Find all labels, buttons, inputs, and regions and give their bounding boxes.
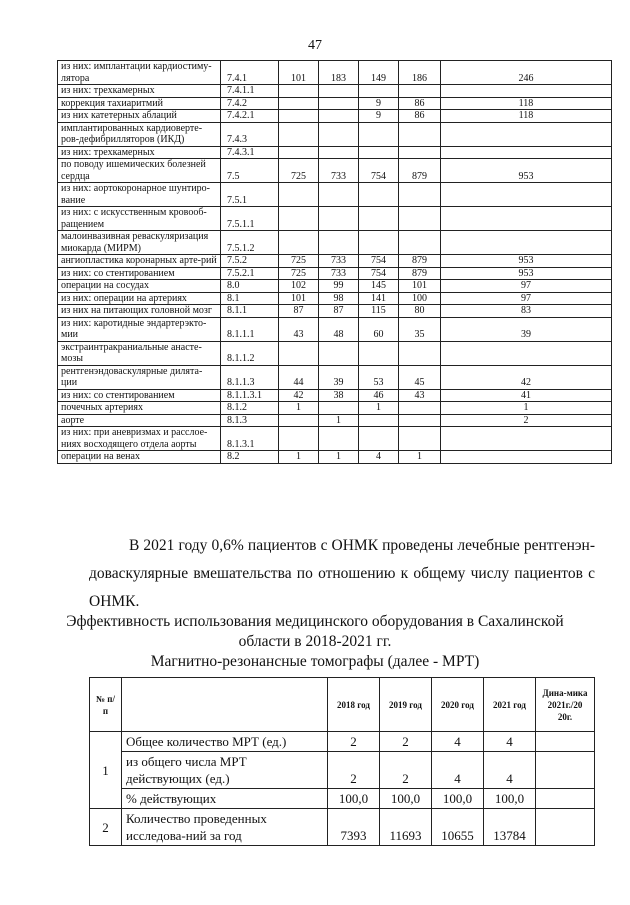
table-row [58,255,612,268]
table-row [58,402,612,415]
section-heading-line2: области в 2018-2021 гг. [238,633,392,650]
cell-value-1: 1 [279,451,319,464]
cell-dynamics [536,789,595,809]
cell-2020: 4 [432,752,484,789]
cell-value-2: 38 [319,389,359,402]
cell-value-2: 733 [319,159,359,183]
row-code: 8.1.1.3.1 [221,389,279,402]
row-code: 7.5.1.2 [221,231,279,255]
cell-value-2 [319,97,359,110]
cell-value-3 [359,231,399,255]
cell-2019: 2 [380,752,432,789]
cell-value-4: 1 [399,451,441,464]
row-label: из них: операции на артериях [58,292,221,305]
cell-value-3 [359,122,399,146]
cell-value-2: 733 [319,255,359,268]
row-label: из них: при аневризмах и расслое-ниях восходящего отдела аорты [58,427,221,451]
row-code: 8.1.2 [221,402,279,415]
cell-value-1: 42 [279,389,319,402]
row-label: из них на питающих головной мозг [58,305,221,318]
cell-value-1 [279,122,319,146]
cell-2021: 4 [484,752,536,789]
cell-value-5: 953 [441,255,612,268]
table-row [90,752,595,789]
cell-value-4 [399,341,441,365]
col-header-dynamics: Дина-мика 2021г./20 20г. [536,678,595,732]
row-label: из них: с искусственным кровооб-ращением [58,207,221,231]
cell-value-5: 246 [441,61,612,85]
table-row [58,365,612,389]
table-row [58,389,612,402]
cell-dynamics [536,809,595,846]
table-row [58,85,612,98]
cell-value-1 [279,97,319,110]
cell-dynamics [536,732,595,752]
cell-value-2: 99 [319,280,359,293]
cell-value-4 [399,183,441,207]
cell-value-3 [359,427,399,451]
table-row [58,183,612,207]
table-row [58,267,612,280]
row-index: 2 [90,809,122,846]
cell-2021: 4 [484,732,536,752]
cell-value-5: 97 [441,280,612,293]
cell-value-1 [279,183,319,207]
cell-value-5 [441,122,612,146]
table-row [90,809,595,846]
cell-value-3 [359,341,399,365]
cell-value-1: 101 [279,292,319,305]
cell-value-2: 1 [319,414,359,427]
row-code: 7.4.3.1 [221,146,279,159]
onmk-paragraph: В 2021 году 0,6% пациентов с ОНМК проведены лечебные рентгенэн-доваскулярные вмешательства по отношению к общему числу пациентов с ОНМК. [89,537,595,610]
cell-value-3: 145 [359,280,399,293]
cell-value-4 [399,402,441,415]
cell-value-1: 43 [279,317,319,341]
table-row [58,305,612,318]
row-label: операции на сосудах [58,280,221,293]
col-header-number: № п/п [90,678,122,732]
row-code: 8.1.1.1 [221,317,279,341]
table-row [58,110,612,123]
table-row [58,414,612,427]
cell-value-5 [441,146,612,159]
cell-value-5: 83 [441,305,612,318]
cell-value-2: 183 [319,61,359,85]
cell-value-2 [319,85,359,98]
table-row [58,451,612,464]
row-label: из них: аортокоронарное шунтиро-вание [58,183,221,207]
cell-value-2 [319,110,359,123]
row-code: 7.5.2 [221,255,279,268]
cell-value-1 [279,110,319,123]
cell-value-3: 754 [359,159,399,183]
cell-value-5: 97 [441,292,612,305]
row-code: 8.1.3.1 [221,427,279,451]
row-label: рентгенэндоваскулярные дилята-ции [58,365,221,389]
cell-value-2: 98 [319,292,359,305]
row-label: из них: со стентированием [58,389,221,402]
cell-value-2 [319,341,359,365]
cell-value-5 [441,451,612,464]
row-label: коррекция тахиаритмий [58,97,221,110]
row-label: % действующих [122,789,328,809]
cell-value-1 [279,341,319,365]
cell-value-4: 879 [399,267,441,280]
cell-value-4: 100 [399,292,441,305]
surgery-stats-table [57,60,612,464]
cell-value-5: 118 [441,97,612,110]
row-label: из общего числа МРТ действующих (ед.) [122,752,328,789]
cell-value-5: 42 [441,365,612,389]
cell-value-2: 39 [319,365,359,389]
row-label: операции на венах [58,451,221,464]
cell-value-5 [441,427,612,451]
table-row [58,341,612,365]
cell-2018: 100,0 [328,789,380,809]
cell-2018: 7393 [328,809,380,846]
cell-value-2 [319,207,359,231]
cell-value-4: 86 [399,97,441,110]
table-row [58,61,612,85]
cell-value-2 [319,231,359,255]
cell-value-5: 1 [441,402,612,415]
row-code: 7.4.3 [221,122,279,146]
cell-value-5: 41 [441,389,612,402]
cell-value-3: 141 [359,292,399,305]
cell-value-2 [319,122,359,146]
cell-value-1: 87 [279,305,319,318]
cell-dynamics [536,752,595,789]
row-code: 7.4.1 [221,61,279,85]
table-row [58,231,612,255]
cell-value-5: 118 [441,110,612,123]
cell-value-5 [441,85,612,98]
cell-value-5: 953 [441,267,612,280]
cell-value-4: 86 [399,110,441,123]
cell-value-3: 1 [359,402,399,415]
cell-value-5: 953 [441,159,612,183]
cell-2020: 100,0 [432,789,484,809]
row-code: 7.5 [221,159,279,183]
cell-value-4 [399,85,441,98]
cell-value-5 [441,341,612,365]
row-code: 7.5.1.1 [221,207,279,231]
row-code: 7.4.2.1 [221,110,279,123]
cell-2019: 2 [380,732,432,752]
cell-value-3 [359,414,399,427]
row-code: 7.4.2 [221,97,279,110]
cell-value-2 [319,427,359,451]
cell-value-3 [359,183,399,207]
table-row [58,292,612,305]
cell-value-5 [441,231,612,255]
row-label: из них: со стентированием [58,267,221,280]
cell-value-1 [279,207,319,231]
cell-value-3: 4 [359,451,399,464]
row-code: 8.1.1.3 [221,365,279,389]
mri-stats-table [89,677,595,846]
row-code: 8.2 [221,451,279,464]
cell-value-4: 101 [399,280,441,293]
table-row [58,427,612,451]
row-label: из них: каротидные эндартерэкто-мии [58,317,221,341]
row-code: 7.5.1 [221,183,279,207]
row-code: 8.1.3 [221,414,279,427]
cell-value-1 [279,427,319,451]
row-code: 8.1 [221,292,279,305]
table-row [58,207,612,231]
cell-value-5: 39 [441,317,612,341]
cell-value-5 [441,183,612,207]
row-label: из них: трехкамерных [58,146,221,159]
cell-2020: 4 [432,732,484,752]
cell-value-3: 46 [359,389,399,402]
cell-value-2: 733 [319,267,359,280]
table-row [58,280,612,293]
cell-value-3: 754 [359,255,399,268]
cell-value-3: 149 [359,61,399,85]
row-label: из них: имплантации кардиостиму-лятора [58,61,221,85]
cell-value-4 [399,231,441,255]
row-label: из них: трехкамерных [58,85,221,98]
table-row [58,317,612,341]
cell-2021: 100,0 [484,789,536,809]
cell-value-1 [279,85,319,98]
row-code: 7.5.2.1 [221,267,279,280]
cell-value-5 [441,207,612,231]
cell-value-3: 53 [359,365,399,389]
cell-value-1: 101 [279,61,319,85]
row-label: малоинвазивная реваскуляризация миокарда (МИРМ) [58,231,221,255]
cell-value-1 [279,414,319,427]
cell-value-4: 43 [399,389,441,402]
cell-value-3: 9 [359,97,399,110]
row-code: 8.0 [221,280,279,293]
row-code: 7.4.1.1 [221,85,279,98]
row-index: 1 [90,732,122,809]
cell-value-4: 45 [399,365,441,389]
cell-value-4 [399,207,441,231]
cell-value-2: 87 [319,305,359,318]
cell-value-4: 879 [399,159,441,183]
row-label: ангиопластика коронарных арте-рий [58,255,221,268]
cell-value-4: 35 [399,317,441,341]
table-row [58,146,612,159]
cell-value-3: 60 [359,317,399,341]
cell-value-1: 725 [279,255,319,268]
section-heading-line1: Эффективность использования медицинского оборудования в Сахалинской [66,613,564,630]
cell-value-2: 1 [319,451,359,464]
cell-value-4: 186 [399,61,441,85]
row-label: аорте [58,414,221,427]
row-label: из них катетерных аблаций [58,110,221,123]
cell-value-3 [359,85,399,98]
row-label: почечных артериях [58,402,221,415]
cell-value-3 [359,207,399,231]
row-label: Общее количество МРТ (ед.) [122,732,328,752]
row-code: 8.1.1 [221,305,279,318]
col-header-2020: 2020 год [432,678,484,732]
cell-value-4: 879 [399,255,441,268]
cell-value-4 [399,146,441,159]
cell-value-3: 9 [359,110,399,123]
cell-value-3 [359,146,399,159]
cell-value-1: 725 [279,267,319,280]
col-header-indicator [122,678,328,732]
cell-value-4 [399,122,441,146]
cell-2018: 2 [328,752,380,789]
cell-value-2 [319,183,359,207]
col-header-2018: 2018 год [328,678,380,732]
row-label: по поводу ишемических болезней сердца [58,159,221,183]
cell-value-2 [319,146,359,159]
table-row [58,159,612,183]
cell-2019: 100,0 [380,789,432,809]
cell-value-2: 48 [319,317,359,341]
cell-2019: 11693 [380,809,432,846]
cell-value-2 [319,402,359,415]
cell-value-4: 80 [399,305,441,318]
row-label: экстраинтракраниальные анасте-мозы [58,341,221,365]
row-label: имплантированных кардиоверте-ров-дефибрилляторов (ИКД) [58,122,221,146]
page-number: 47 [308,38,322,53]
row-code: 8.1.1.2 [221,341,279,365]
cell-value-1: 44 [279,365,319,389]
table-row [58,122,612,146]
cell-value-1: 1 [279,402,319,415]
cell-value-3: 115 [359,305,399,318]
col-header-2021: 2021 год [484,678,536,732]
table-row [90,732,595,752]
col-header-2019: 2019 год [380,678,432,732]
section-subheading: Магнитно-резонансные томографы (далее - МРТ) [150,653,480,670]
table-row [90,789,595,809]
cell-value-5: 2 [441,414,612,427]
cell-value-4 [399,414,441,427]
cell-value-3: 754 [359,267,399,280]
table-header-row [90,678,595,732]
cell-value-1 [279,146,319,159]
cell-2018: 2 [328,732,380,752]
cell-value-1: 102 [279,280,319,293]
cell-value-4 [399,427,441,451]
table-row [58,97,612,110]
cell-value-1: 725 [279,159,319,183]
cell-2021: 13784 [484,809,536,846]
cell-2020: 10655 [432,809,484,846]
row-label: Количество проведенных исследова-ний за год [122,809,328,846]
cell-value-1 [279,231,319,255]
